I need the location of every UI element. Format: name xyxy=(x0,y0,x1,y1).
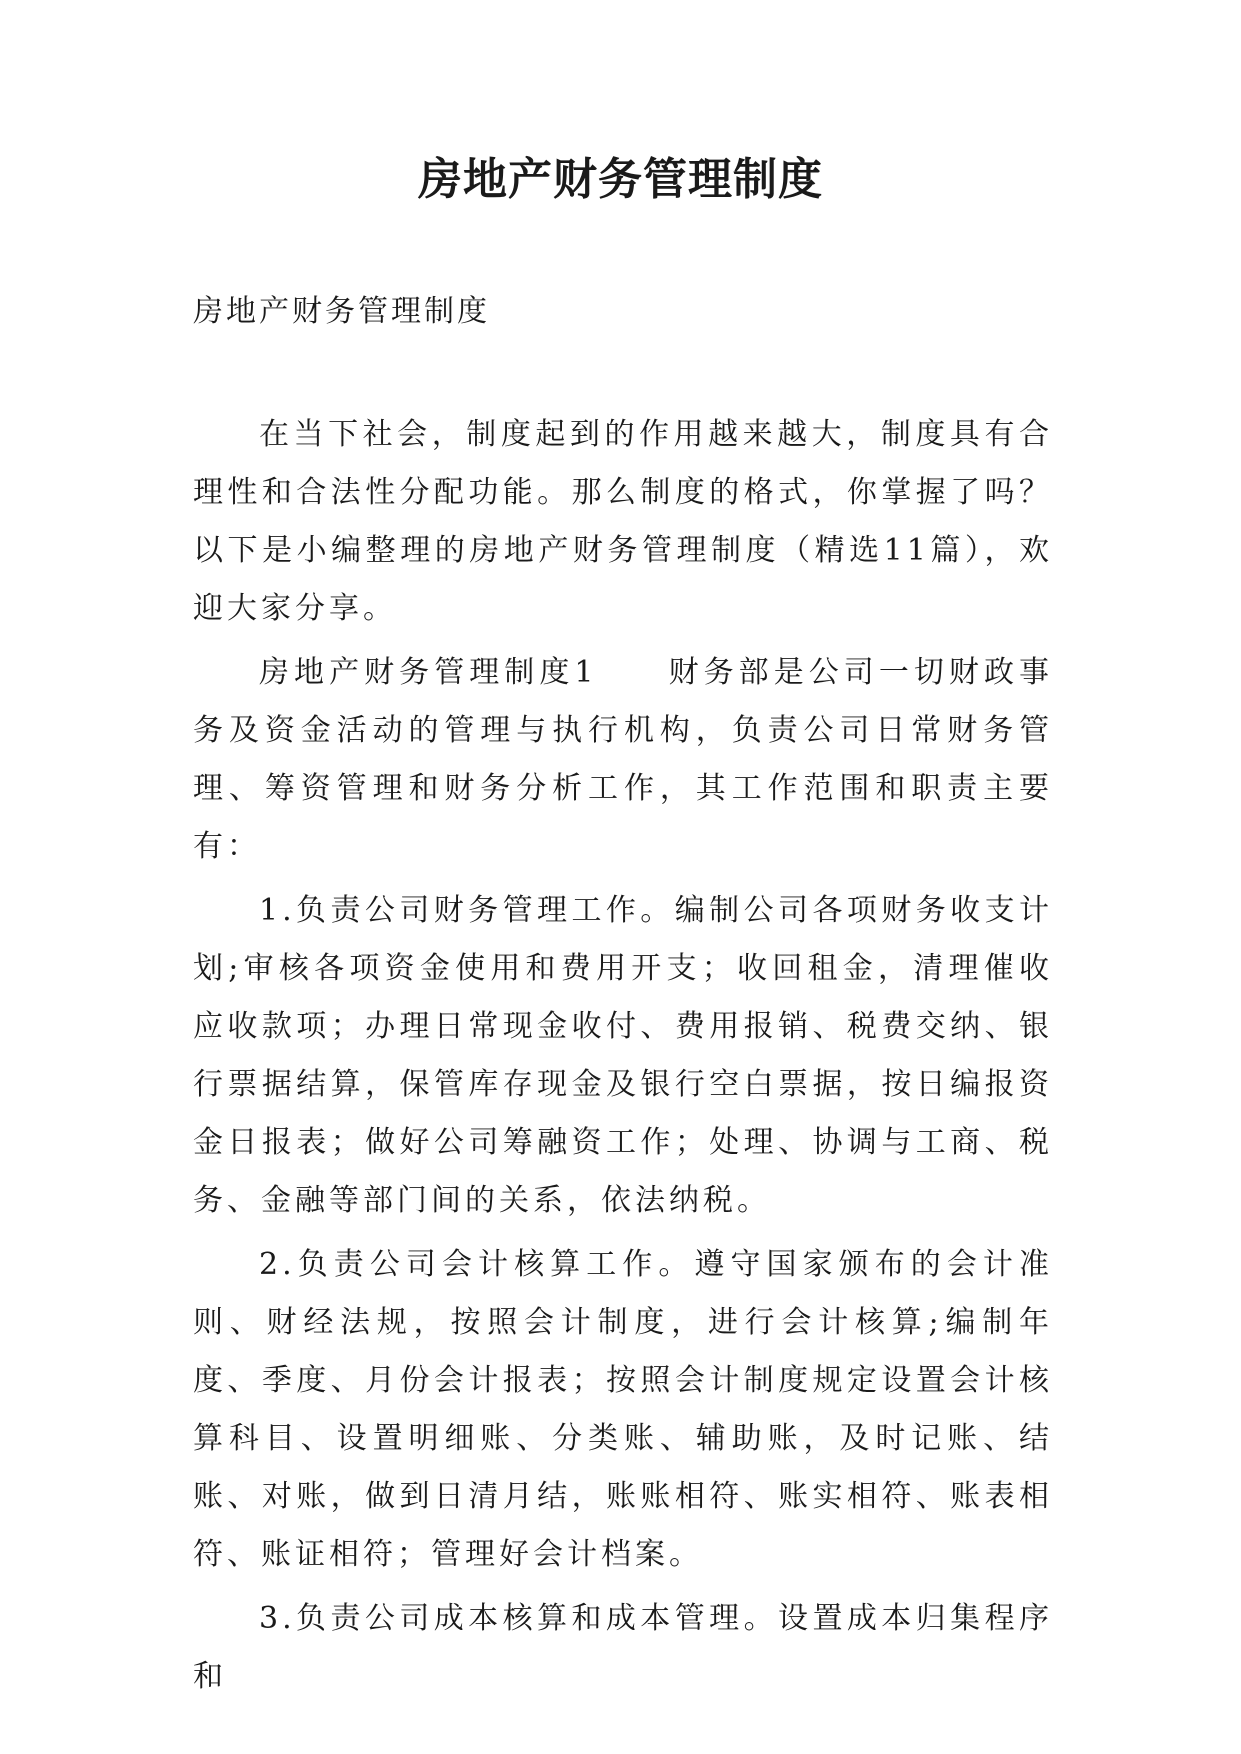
paragraph-item-1: 1.负责公司财务管理工作。编制公司各项财务收支计划;审核各项资金使用和费用开支；收回租金，清理催收应收款项；办理日常现金收付、费用报销、税费交纳、银行票据结算，保管库存现金及银行空白票据，按日编报资金日报表；做好公司筹融资工作；处理、协调与工商、税务、金融等部门间的关系，依法纳税。 xyxy=(193,893,1053,1218)
paragraph-item-2: 2.负责公司会计核算工作。遵守国家颁布的会计准则、财经法规，按照会计制度，进行会计核算;编制年度、季度、月份会计报表；按照会计制度规定设置会计核算科目、设置明细账、分类账、辅助账，及时记账、结账、对账，做到日清月结，账账相符、账实相符、账表相符、账证相符；管理好会计档案。 xyxy=(193,1247,1053,1572)
paragraph-intro: 在当下社会，制度起到的作用越来越大，制度具有合理性和合法性分配功能。那么制度的格式，你掌握了吗？以下是小编整理的房地产财务管理制度（精选11篇），欢迎大家分享。 xyxy=(193,417,1053,626)
document-title: 房地产财务管理制度 xyxy=(418,154,823,205)
document-subtitle: 房地产财务管理制度 xyxy=(193,294,490,329)
document-body xyxy=(193,406,1053,1712)
paragraph-section-1: 房地产财务管理制度1 财务部是公司一切财政事务及资金活动的管理与执行机构，负责公司日常财务管理、筹资管理和财务分析工作，其工作范围和职责主要有： xyxy=(193,655,1053,864)
paragraph-item-3: 3.负责公司成本核算和成本管理。设置成本归集程序和 xyxy=(193,1601,1053,1694)
